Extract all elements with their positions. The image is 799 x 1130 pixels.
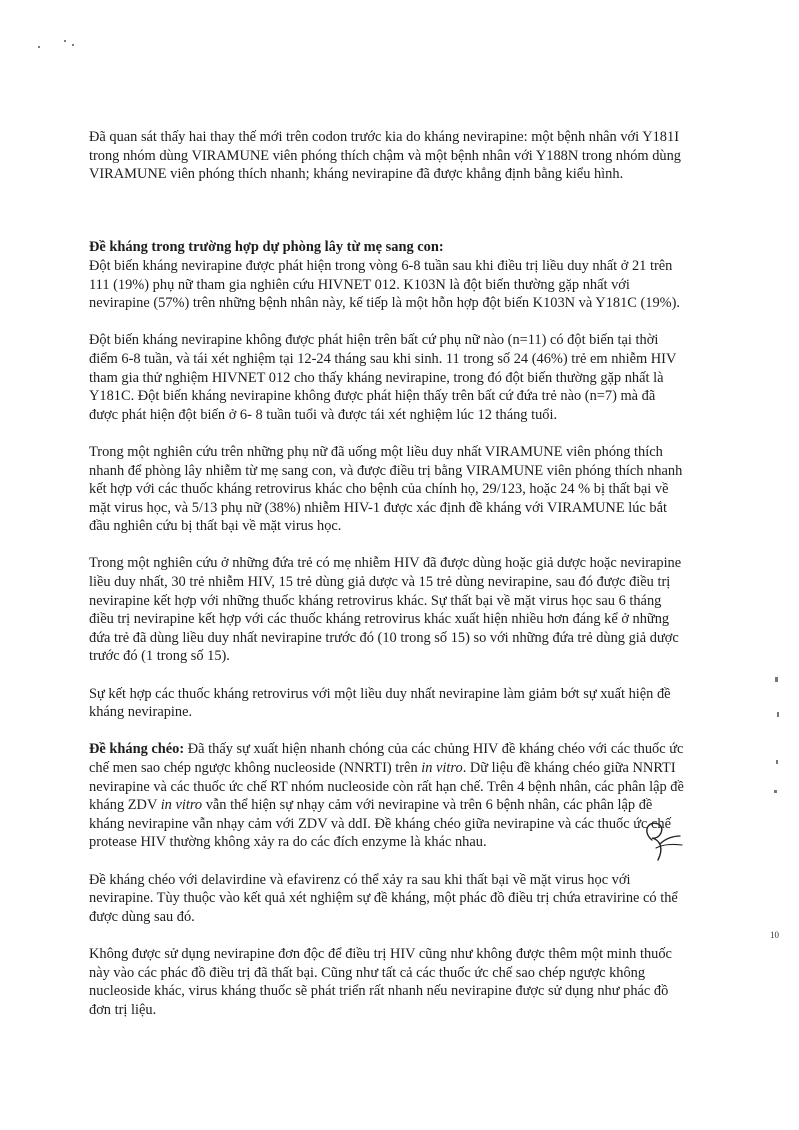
- italic-term: in vitro: [160, 797, 203, 814]
- text-line: trước đó (1 trong số 15).: [89, 648, 230, 665]
- text-line: Trong một nghiên cứu ở những đứa trẻ có mẹ nhiễm HIV đã được dùng hoặc giả dược hoặc nevirapine: [89, 555, 682, 572]
- text-line: được dùng sau đó.: [89, 908, 195, 925]
- text-fragment: chế men sao chép ngược không nucleoside (NNRTI) trên: [89, 760, 422, 776]
- scan-speck: [38, 46, 40, 48]
- text-line: liều duy nhất, 30 trẻ nhiễm HIV, 15 trẻ dùng giả dược và 15 trẻ dùng nevirapine, sau đó được điều trị: [89, 574, 671, 591]
- text-line: này vào các phác đồ điều trị đã thất bại. Cũng như tất cả các thuốc ức chế sao chép ngược không: [89, 964, 646, 981]
- text-line: kháng nevirapine vẫn nhạy cảm với ZDV và ddI. Đề kháng chéo giữa nevirapine và các thuốc ức chế: [89, 815, 671, 832]
- cross-resistance-heading: Đề kháng chéo:: [89, 741, 185, 758]
- text-line: trong nhóm dùng VIRAMUNE viên phóng thích chậm và một bệnh nhân với Y188N trong nhóm dùng: [89, 147, 681, 164]
- text-line: nucleoside khác, virus kháng thuốc sẽ phát triển rất nhanh nếu nevirapine được sử dụng như phác đồ: [89, 983, 669, 1000]
- text-line: nevirapine. Tùy thuộc vào kết quả xét nghiệm sự đề kháng, một phác đồ điều trị chứa etravirine có thể: [89, 890, 678, 907]
- text-line: protease HIV thường không xảy ra do các đích enzyme là khác nhau.: [89, 834, 487, 851]
- paragraph-new-substitutions: [89, 128, 721, 184]
- text-line: Đột biến kháng nevirapine được phát hiện trong vòng 6-8 tuần sau khi điều trị liều duy nhất ở 21 trên: [89, 257, 673, 274]
- section-heading: Đề kháng trong trường hợp dự phòng lây từ mẹ sang con:: [89, 239, 444, 256]
- text-fragment: Đã thấy sự xuất hiện nhanh chóng của các chủng HIV đề kháng chéo với các thuốc ức: [184, 741, 684, 758]
- handwritten-signature: [638, 818, 684, 862]
- paragraph-monotherapy-warning: [89, 945, 721, 1019]
- text-line: Không được sử dụng nevirapine đơn độc để điều trị HIV cũng như không được thêm một minh thuốc: [89, 945, 672, 962]
- text-line: tham gia thử nghiệm HIVNET 012 cho thấy kháng nevirapine, trong đó đột biến thường gặp nhất là: [89, 369, 664, 386]
- text-fragment: . Dữ liệu đề kháng chéo giữa NNRTI: [462, 760, 676, 776]
- text-line: điểm 6-8 tuần, và tái xét nghiệm tại 12-24 tháng sau khi sinh. 11 trong số 24 (46%) trẻ em nhiễm HIV: [89, 350, 677, 367]
- margin-mark: [776, 760, 778, 764]
- text-line: nevirapine (57%) trên những bệnh nhân này, kế tiếp là một hỗn hợp đột biến K103N và Y181C (19%).: [89, 295, 681, 312]
- paragraph-women-infants: [89, 331, 721, 424]
- italic-term: in vitro: [421, 760, 463, 776]
- paragraph-cross-resistance: [89, 740, 721, 852]
- scan-speck: [72, 44, 74, 46]
- text-line: nevirapine kết hợp với những thuốc kháng retrovirus khác. Sự thất bại về mặt virus học sau 6 tháng: [89, 592, 662, 609]
- margin-mark: [774, 790, 777, 793]
- text-line: nevirapine và các thuốc ức chế RT nhóm nucleoside còn rất hạn chế. Trên 4 bệnh nhân, các phân lập đề: [89, 778, 684, 795]
- text-line: Đề kháng chéo với delavirdine và efavirenz có thể xảy ra sau khi thất bại về mặt virus học với: [89, 871, 631, 888]
- text-fragment: kháng ZDV: [89, 797, 161, 814]
- document-body: [89, 128, 721, 1038]
- text-line: [89, 759, 721, 778]
- text-line: VIRAMUNE viên phóng thích nhanh; kháng nevirapine đã được khẳng định bằng kiểu hình.: [89, 166, 624, 183]
- text-line: đơn trị liệu.: [89, 1001, 157, 1018]
- text-line: kết hợp với các thuốc kháng retrovirus khác cho bệnh của chính họ, 29/123, hoặc 24 % bị thất bại về: [89, 481, 669, 498]
- text-line: đầu nghiên cứu bị thất bại về mặt virus học.: [89, 518, 342, 535]
- section-spacer: [89, 202, 721, 238]
- paragraph-children-study: [89, 554, 721, 666]
- paragraph-mtct-resistance: [89, 238, 721, 312]
- margin-mark: [775, 677, 778, 682]
- text-line: [89, 796, 721, 815]
- margin-mark: [777, 712, 779, 717]
- text-fragment: vẫn thể hiện sự nhạy cảm với nevirapine và trên 6 bệnh nhân, các phân lập đề: [202, 797, 653, 814]
- scan-speck: [64, 40, 66, 42]
- paragraph-combination: [89, 685, 721, 722]
- text-line: được phát hiện đột biến ở 6- 8 tuần tuổi và được tái xét nghiệm lúc 12 tháng tuổi.: [89, 406, 558, 423]
- text-line: Đã quan sát thấy hai thay thế mới trên codon trước kia do kháng nevirapine: một bệnh nhân với Y181I: [89, 129, 679, 145]
- paragraph-women-study: [89, 443, 721, 536]
- text-line: Y181C. Đột biến kháng nevirapine không được phát hiện thấy trên bất cứ đứa trẻ nào (n=7) mà đã: [89, 388, 656, 405]
- text-line: [89, 740, 721, 759]
- text-line: đứa trẻ đã dùng liều duy nhất nevirapine trước đó (10 trong số 15) so với những đứa trẻ dùng giả dược: [89, 629, 679, 646]
- text-line: Sự kết hợp các thuốc kháng retrovirus với một liều duy nhất nevirapine làm giảm bớt sự xuất hiện đề: [89, 685, 671, 702]
- page-number: 10: [770, 930, 779, 940]
- text-line: kháng nevirapine.: [89, 704, 193, 721]
- text-line: điều trị nevirapine kết hợp với các thuốc kháng retrovirus khác xuất hiện nhiều hơn đáng kể ở những: [89, 611, 670, 628]
- text-line: Trong một nghiên cứu trên những phụ nữ đã uống một liều duy nhất VIRAMUNE viên phóng thích: [89, 443, 663, 460]
- paragraph-delavirdine: [89, 871, 721, 927]
- text-line: nhanh để phòng lây nhiễm từ mẹ sang con, và được điều trị bằng VIRAMUNE viên phóng thích nhanh: [89, 462, 683, 479]
- text-line: Đột biến kháng nevirapine không được phát hiện trên bất cứ phụ nữ nào (n=11) có đột biến tại thời: [89, 332, 659, 349]
- text-line: mặt virus học, và 5/13 phụ nữ (38%) nhiễm HIV-1 được xác định đề kháng với VIRAMUNE lúc bắt: [89, 499, 667, 516]
- text-line: 111 (19%) phụ nữ tham gia nghiên cứu HIVNET 012. K103N là đột biến thường gặp nhất với: [89, 276, 630, 293]
